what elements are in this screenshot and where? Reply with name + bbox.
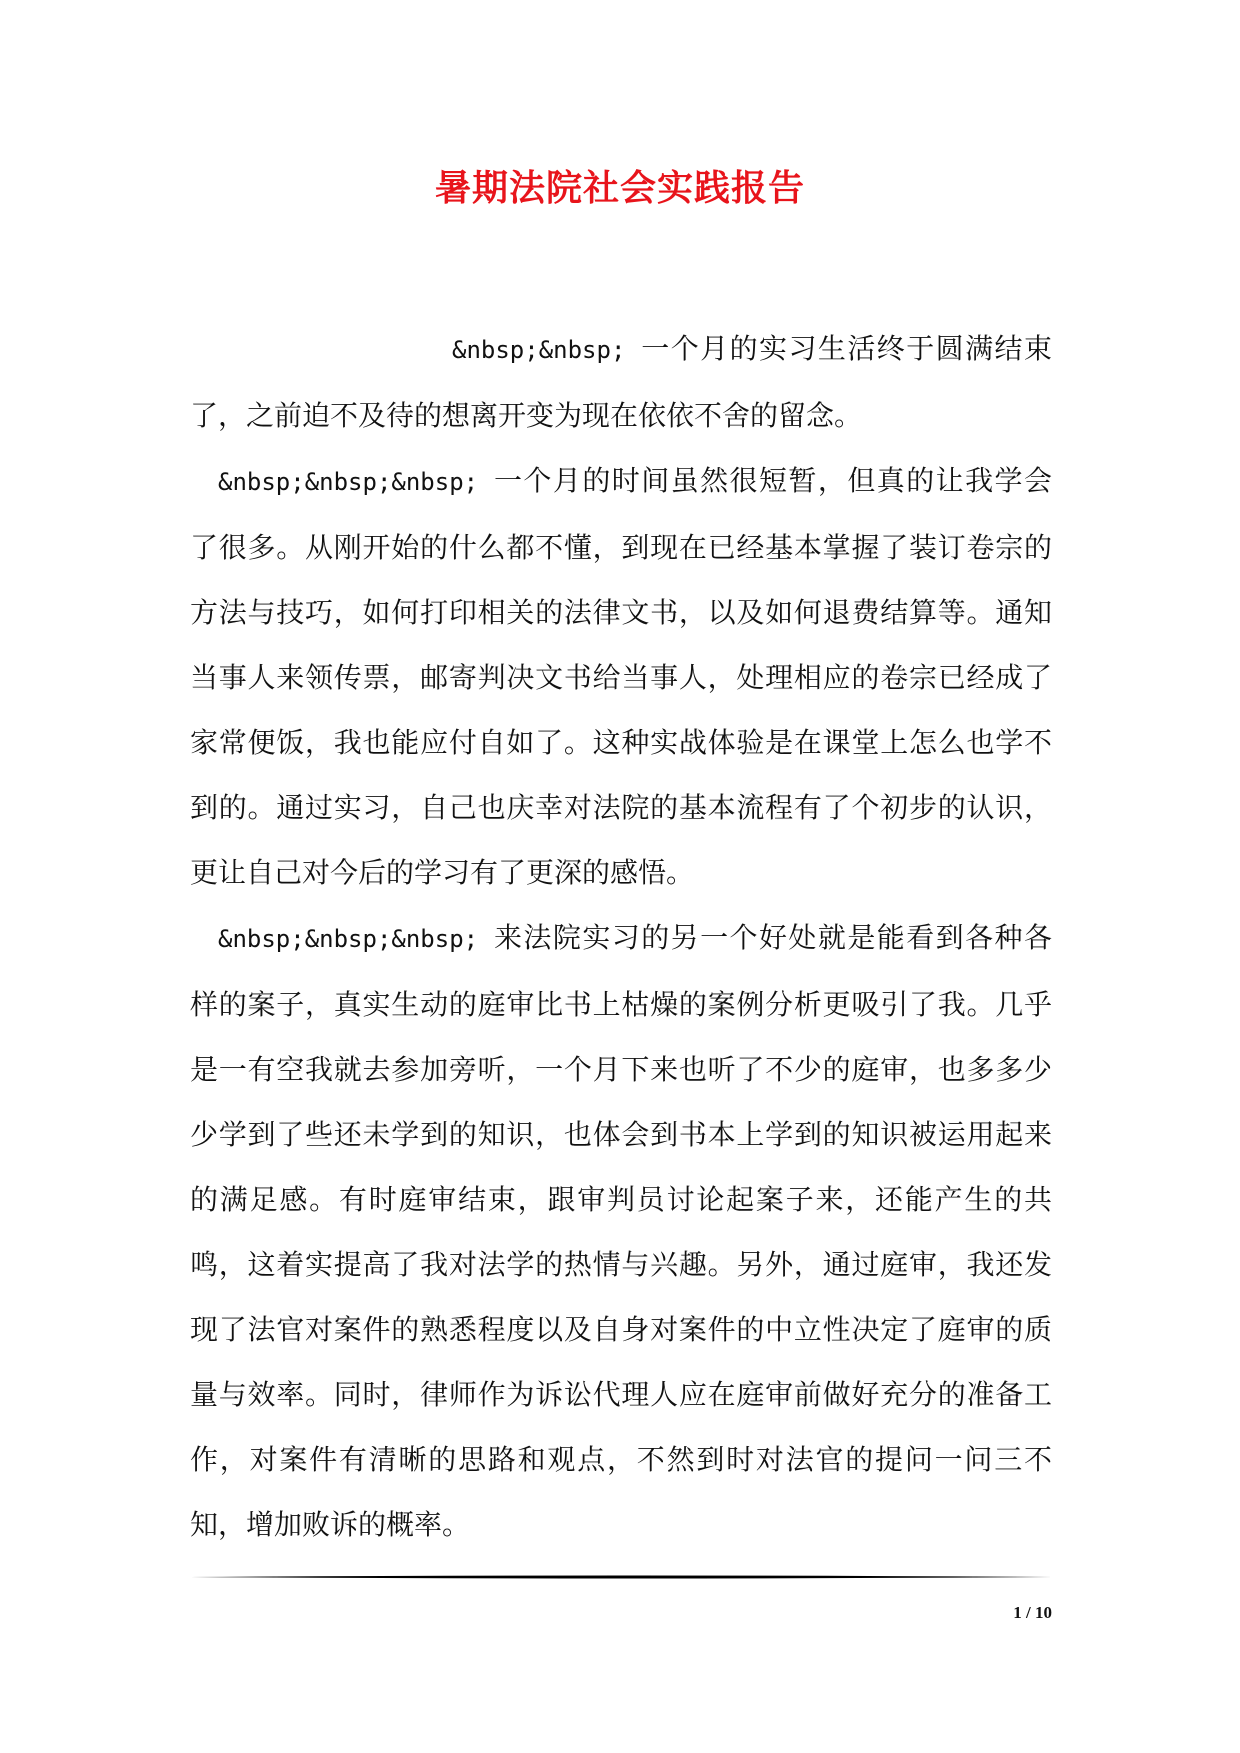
paragraph-3 — [190, 905, 1052, 1557]
paragraph-1-lead: &nbsp;&nbsp; — [452, 336, 642, 364]
document-title: 暑期法院社会实践报告 — [434, 167, 805, 209]
paragraph-1-text: 一个月的实习生活终于圆满结束了，之前迫不及待的想离开变为现在依依不舍的留念。 — [190, 332, 1052, 432]
document-body — [190, 316, 1052, 1557]
paragraph-3-lead: &nbsp;&nbsp;&nbsp; — [218, 925, 494, 953]
paragraph-2-lead: &nbsp;&nbsp;&nbsp; — [218, 468, 494, 496]
paragraph-2-text: 一个月的时间虽然很短暂，但真的让我学会了很多。从刚开始的什么都不懂，到现在已经基本掌握了装订卷宗的方法与技巧，如何打印相关的法律文书，以及如何退费结算等。通知当事人来领传票，邮寄判决文书给当事人，处理相应的卷宗已经成了家常便饭，我也能应付自如了。这种实战体验是在课堂上怎么也学不到的。通过实习，自己也庆幸对法院的基本流程有了个初步的认识，更让自己对今后的学习有了更深的感悟。 — [190, 464, 1052, 889]
paragraph-3-text: 来法院实习的另一个好处就是能看到各种各样的案子，真实生动的庭审比书上枯燥的案例分析更吸引了我。几乎是一有空我就去参加旁听，一个月下来也听了不少的庭审，也多多少少学到了些还未学到的知识，也体会到书本上学到的知识被运用起来的满足感。有时庭审结束，跟审判员讨论起案子来，还能产生的共鸣，这着实提高了我对法学的热情与兴趣。另外，通过庭审，我还发现了法官对案件的熟悉程度以及自身对案件的中立性决定了庭审的质量与效率。同时，律师作为诉讼代理人应在庭审前做好充分的准备工作，对案件有清晰的思路和观点，不然到时对法官的提问一问三不知，增加败诉的概率。 — [190, 921, 1052, 1541]
page-number: 1 / 10 — [1013, 1603, 1052, 1622]
footer-divider — [190, 1574, 1052, 1580]
paragraph-1 — [190, 316, 1052, 448]
footer-divider-line — [190, 1574, 1052, 1580]
paragraph-2 — [190, 448, 1052, 905]
